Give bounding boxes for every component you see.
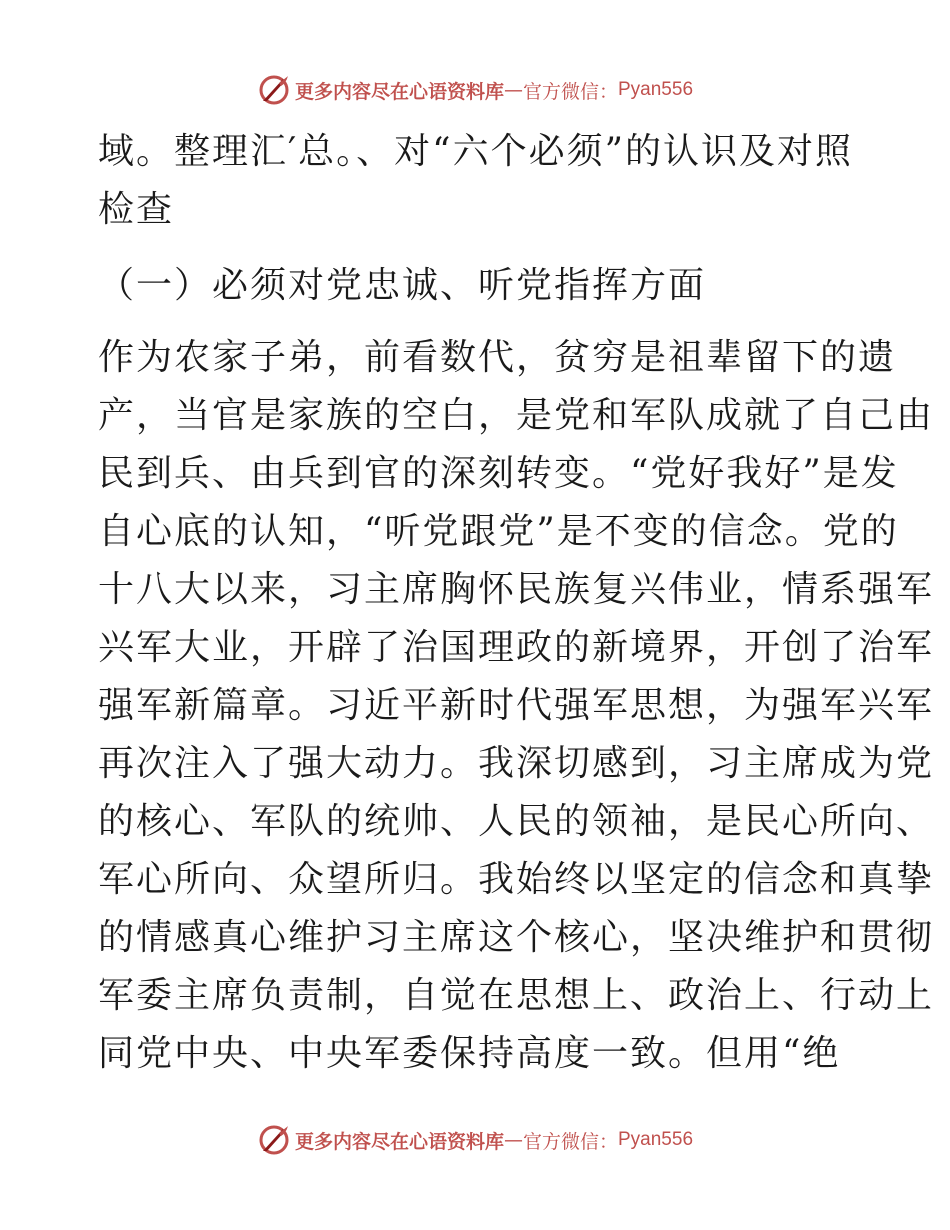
paragraph-line: 同党中央、中央军委保持高度一致。但用“绝 xyxy=(98,1033,841,1074)
document-body xyxy=(98,123,935,1083)
body-paragraph xyxy=(98,329,935,1083)
paragraph-line: 的核心、军队的统帅、人民的领袖，是民心所向、 xyxy=(98,801,935,842)
paragraph-line: 强军新篇章。习近平新时代强军思想，为强军兴军 xyxy=(98,685,935,726)
watermark-account-label: 官方微信： xyxy=(522,80,618,103)
watermark-brand: 更多内容尽在心语资料库 xyxy=(294,80,504,103)
quill-pen-circle-icon xyxy=(257,1123,291,1157)
watermark-account-id: Pyan556 xyxy=(618,1129,694,1150)
heading-line: 域。整理汇′总。、对“六个必须”的认识及对照 xyxy=(98,131,853,172)
paragraph-line: 军心所向、众望所归。我始终以坚定的信念和真挚 xyxy=(98,859,935,900)
paragraph-line: 的情感真心维护习主席这个核心，坚决维护和贯彻 xyxy=(98,917,935,958)
paragraph-line: 军委主席负责制，自觉在思想上、政治上、行动上 xyxy=(98,975,935,1016)
subsection-heading: （一）必须对党忠诚、听党指挥方面 xyxy=(98,265,707,306)
heading-line: 检查 xyxy=(98,189,175,230)
paragraph-line: 作为农家子弟，前看数代，贫穷是祖辈留下的遗 xyxy=(98,337,897,378)
watermark-account-label: 官方微信： xyxy=(522,1130,618,1153)
watermark-account-id: Pyan556 xyxy=(618,79,694,100)
quill-pen-circle-icon xyxy=(257,73,291,107)
watermark-header xyxy=(0,70,950,110)
watermark-dash: — xyxy=(503,79,523,101)
watermark-brand: 更多内容尽在心语资料库 xyxy=(294,1130,504,1153)
watermark-dash: — xyxy=(503,1129,523,1151)
section-heading xyxy=(98,123,858,239)
paragraph-line: 兴军大业，开辟了治国理政的新境界，开创了治军 xyxy=(98,627,935,668)
paragraph-line: 产，当官是家族的空白，是党和军队成就了自己由 xyxy=(98,395,935,436)
paragraph-line: 民到兵、由兵到官的深刻转变。“党好我好”是发 xyxy=(98,453,899,494)
watermark-footer xyxy=(0,1120,950,1160)
paragraph-line: 再次注入了强大动力。我深切感到，习主席成为党 xyxy=(98,743,935,784)
paragraph-line: 十八大以来，习主席胸怀民族复兴伟业，情系强军 xyxy=(98,569,935,610)
paragraph-line: 自心底的认知，“听党跟党”是不变的信念。党的 xyxy=(98,511,899,552)
